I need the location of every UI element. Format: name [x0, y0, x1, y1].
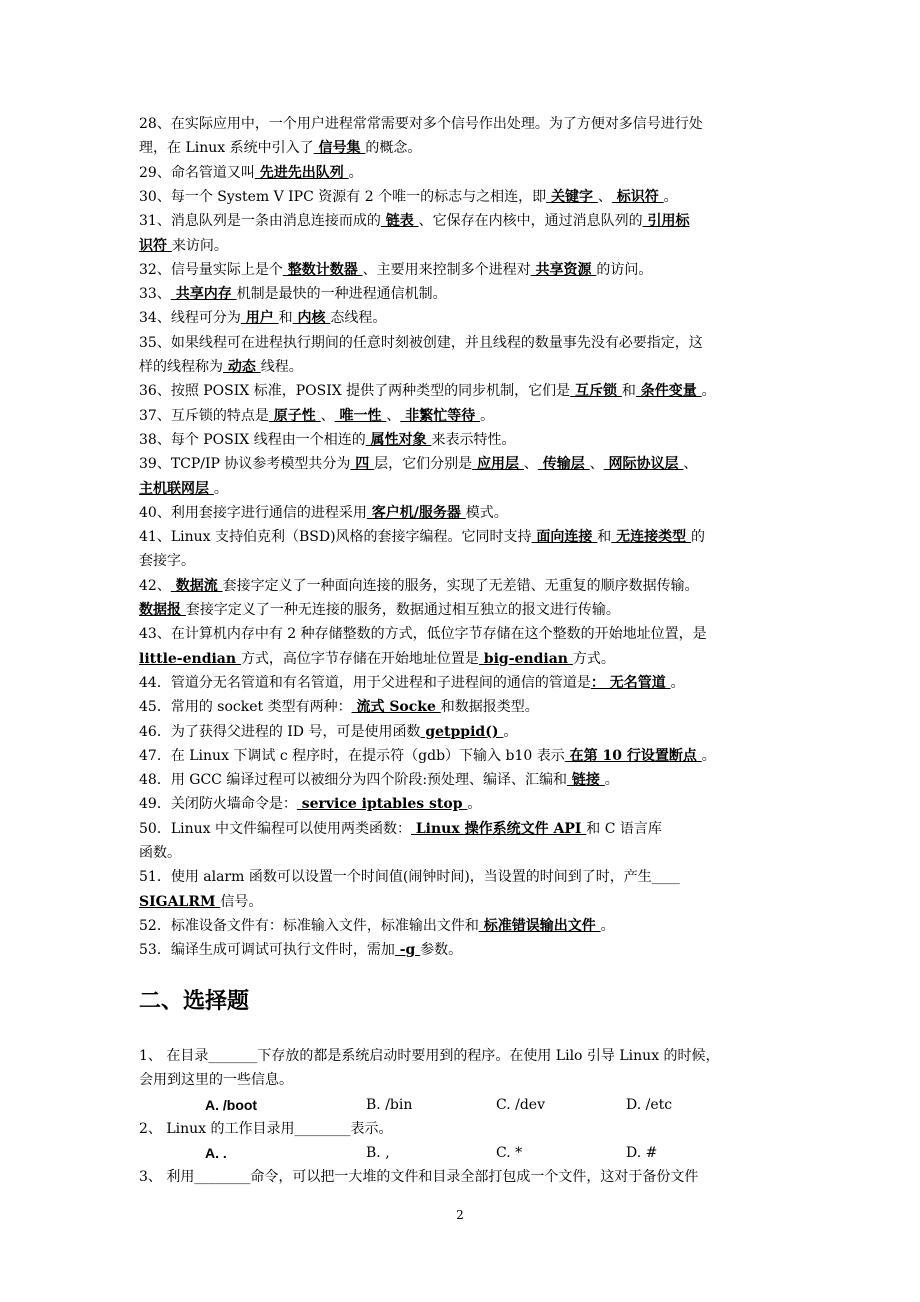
answer-blank: big-endian	[478, 650, 573, 667]
text-segment: 层，它们分别是	[374, 456, 473, 473]
answer-blank: 无连接类型	[611, 529, 692, 546]
answer-blank: ： 无名管道	[590, 674, 671, 691]
text-segment: 1、 在目录_______下存放的都是系统启动时要用到的程序。在使用 Lilo 引导 Linux 的时候，	[139, 1048, 720, 1064]
text-segment: 46．为了获得父进程的 ID 号，可是使用函数	[139, 723, 421, 740]
answer-blank: 面向连接	[531, 529, 598, 546]
text-line	[139, 671, 820, 695]
text-segment: 模式。	[465, 504, 508, 521]
text-segment: 。	[670, 674, 685, 691]
text-segment: 和 C 语言库	[586, 820, 662, 837]
answer-blank: service iptables stop	[296, 796, 468, 813]
text-segment: 。	[701, 383, 716, 400]
text-line	[139, 234, 820, 258]
text-segment: 32、信号量实际上是个	[139, 261, 283, 278]
text-segment: 和	[278, 310, 293, 327]
text-segment: 套接字定义了一种面向连接的服务，实现了无差错、无重复的顺序数据传输。	[222, 577, 699, 594]
text-segment: 态线程。	[330, 310, 387, 327]
answer-blank: -g	[394, 942, 421, 959]
text-line	[139, 404, 820, 428]
text-segment: 、主要用来控制多个进程对	[362, 261, 531, 278]
answer-blank: 主机联网层	[139, 480, 214, 497]
option-c: C. /dev	[496, 1097, 545, 1113]
text-segment: 和	[621, 383, 636, 400]
text-line	[139, 258, 820, 282]
answer-blank: SIGALRM	[139, 893, 221, 910]
text-line	[139, 1165, 820, 1189]
text-line	[139, 1117, 820, 1141]
answer-blank: 标识符	[611, 188, 664, 205]
answer-blank: 数据报	[139, 602, 186, 618]
answer-blank: 应用层	[472, 456, 524, 473]
option-b: B. ,	[366, 1145, 390, 1161]
text-segment: 28、在实际应用中，一个用户进程常常需要对多个信号作出处理。为了方便对多信号进行处	[139, 116, 703, 132]
text-line	[139, 185, 820, 209]
text-segment: 信号。	[220, 893, 263, 910]
text-segment: 53．编译生成可调试可执行文件时，需加	[139, 942, 395, 959]
text-segment: 52．标准设备文件有：标准输入文件，标准输出文件和	[139, 917, 479, 934]
text-segment: 45．常用的 socket 类型有两种：	[139, 699, 352, 716]
text-segment: 。	[663, 188, 678, 205]
text-segment: 的访问。	[596, 261, 653, 278]
answer-blank: 动态	[223, 359, 261, 375]
text-segment: 。	[600, 917, 615, 934]
answer-blank: 链表	[380, 213, 419, 230]
option-c: C. *	[496, 1145, 523, 1161]
text-segment: 、	[683, 456, 698, 473]
text-line	[139, 477, 820, 501]
text-line	[139, 598, 820, 622]
text-segment: 方式，高位字节存储在开始地址位置是	[240, 650, 479, 667]
text-segment: 、	[523, 456, 538, 473]
answer-blank: 网际协议层	[603, 456, 684, 473]
answer-blank: 用户	[240, 310, 279, 327]
text-segment: 理，在 Linux 系统中引入了	[139, 140, 314, 157]
text-segment: 套接字。	[139, 553, 195, 570]
text-segment: 的概念。	[365, 140, 422, 157]
text-segment: 来表示特性。	[431, 431, 516, 448]
text-line	[139, 744, 820, 768]
text-segment: 31、消息队列是一条由消息连接而成的	[139, 213, 381, 230]
answer-blank: 关键字	[546, 188, 598, 205]
page-number: 2	[456, 1208, 464, 1222]
answer-blank: 内核	[292, 310, 331, 327]
text-segment: 机制是最快的一种进程通信机制。	[236, 286, 447, 303]
text-line	[139, 306, 820, 330]
option-d: D. /etc	[626, 1097, 673, 1113]
text-segment: 51．使用 alarm 函数可以设置一个时间值(闹钟时间)，当设置的时间到了时，产生____	[139, 869, 680, 886]
text-line	[139, 161, 820, 185]
text-line	[139, 720, 820, 744]
text-line	[139, 768, 820, 792]
text-line	[139, 282, 820, 306]
answer-blank: 先进先出队列	[254, 164, 349, 181]
answer-blank: 非繁忙等待	[400, 407, 481, 424]
text-line	[139, 355, 820, 379]
text-segment: 、	[597, 188, 612, 205]
text-segment: 。	[604, 772, 619, 789]
text-segment: 套接字定义了一种无连接的服务，数据通过相互独立的报文进行传输。	[185, 602, 620, 618]
text-line	[139, 209, 820, 233]
text-segment: 39、TCP/IP 协议参考模型共分为	[139, 456, 351, 473]
text-segment: 29、命名管道又叫	[139, 164, 255, 181]
text-segment: 参数。	[420, 942, 463, 959]
text-segment: 。	[503, 723, 518, 740]
section-title: 二、选择题	[139, 989, 250, 1014]
text-segment: 来访问。	[171, 237, 228, 254]
text-segment: 41、Linux 支持伯克利（BSD)风格的套接字编程。它同时支持	[139, 529, 532, 546]
answer-blank: 互斥锁	[570, 383, 622, 400]
option-d: D. #	[626, 1145, 658, 1161]
text-segment: 和数据报类型。	[440, 699, 539, 716]
text-segment: 33、	[139, 286, 171, 303]
answer-blank: 识符	[139, 237, 172, 254]
answer-blank: 唯一性	[334, 407, 387, 424]
answer-blank: Linux 操作系统文件 API	[410, 820, 587, 837]
answer-blank: 链接	[567, 772, 605, 789]
text-segment: 47．在 Linux 下调试 c 程序时，在提示符（gdb）下输入 b10 表示	[139, 747, 565, 764]
option-a: A. /boot	[205, 1097, 258, 1113]
answer-blank: 客户机/服务器	[366, 504, 466, 521]
text-line	[139, 112, 820, 136]
text-segment: 48．用 GCC 编译过程可以被细分为四个阶段:预处理、编译、汇编和	[139, 772, 568, 789]
text-line	[139, 549, 820, 573]
text-segment: 线程。	[260, 359, 303, 375]
answer-blank: 原子性	[268, 407, 321, 424]
text-segment: 、它保存在内核中，通过消息队列的	[418, 213, 643, 230]
text-segment: 。	[348, 164, 363, 181]
answer-blank: 标准错误输出文件	[478, 917, 601, 934]
answer-blank: 数据流	[170, 577, 223, 594]
text-line	[139, 428, 820, 452]
text-segment: 2、 Linux 的工作目录用________表示。	[139, 1121, 393, 1137]
answer-blank: 共享内存	[170, 286, 237, 303]
text-line	[139, 525, 820, 549]
text-line	[139, 914, 820, 938]
text-segment: 40、利用套接字进行通信的进程采用	[139, 504, 367, 521]
option-a: A. .	[205, 1145, 227, 1161]
text-segment: 36、按照 POSIX 标准，POSIX 提供了两种类型的同步机制，它们是	[139, 383, 571, 400]
text-line	[139, 695, 820, 719]
answer-blank: 引用标	[642, 213, 690, 230]
text-segment: 3、 利用________命令，可以把一大堆的文件和目录全部打包成一个文件，这对于备份文件	[139, 1169, 699, 1185]
answer-blank: 传输层	[537, 456, 590, 473]
text-line	[139, 331, 820, 355]
answer-blank: 整数计数器	[282, 261, 363, 278]
text-line	[139, 792, 820, 816]
text-line	[139, 452, 820, 476]
text-segment: 和	[597, 529, 612, 546]
text-segment: 43、在计算机内存中有 2 种存储整数的方式，低位字节存储在这个整数的开始地址位置，是	[139, 626, 707, 643]
answer-blank: 信号集	[313, 140, 366, 157]
answer-blank: 条件变量	[635, 383, 702, 400]
option-b: B. /bin	[366, 1097, 413, 1113]
text-segment: 34、线程可分为	[139, 310, 241, 327]
text-segment: 会用到这里的一些信息。	[139, 1072, 293, 1088]
text-segment: 49．关闭防火墙命令是：	[139, 796, 297, 813]
text-segment: 方式。	[572, 650, 615, 667]
text-segment: 的	[691, 529, 706, 546]
text-line	[139, 622, 820, 646]
text-segment: 。	[480, 407, 495, 424]
answer-blank: 四	[350, 456, 375, 473]
text-line	[139, 136, 820, 160]
answer-blank: 共享资源	[530, 261, 597, 278]
answer-blank: 属性对象	[365, 431, 432, 448]
text-line	[139, 841, 820, 865]
text-segment: 。	[467, 796, 482, 813]
text-segment: 函数。	[139, 845, 181, 861]
text-line	[139, 647, 820, 671]
answer-blank: little-endian	[139, 650, 241, 667]
text-line	[139, 865, 820, 889]
text-line	[139, 501, 820, 525]
text-line	[139, 817, 820, 841]
text-line	[139, 1068, 820, 1092]
text-segment: 、	[320, 407, 335, 424]
text-segment: 30、每一个 System V IPC 资源有 2 个唯一的标志与之相连，即	[139, 188, 547, 205]
text-segment: 。	[213, 480, 228, 497]
answer-blank: 流式 Socke	[351, 699, 441, 716]
answer-blank: getppid()	[420, 723, 504, 740]
text-line	[139, 938, 820, 962]
text-line	[139, 1044, 820, 1068]
text-segment: 样的线程称为	[139, 359, 223, 375]
text-segment: 38、每个 POSIX 线程由一个相连的	[139, 431, 366, 448]
text-segment: 、	[386, 407, 401, 424]
text-segment: 50．Linux 中文件编程可以使用两类函数：	[139, 820, 411, 837]
text-segment: 。	[701, 747, 716, 764]
text-line	[139, 379, 820, 403]
text-segment: 35、如果线程可在进程执行期间的任意时刻被创建，并且线程的数量事先没有必要指定，这	[139, 334, 703, 351]
answer-blank: 在第 10 行设置断点	[564, 747, 702, 764]
text-segment: 、	[589, 456, 604, 473]
text-segment: 44．管道分无名管道和有名管道，用于父进程和子进程间的通信的管道是	[139, 674, 591, 691]
text-segment: 37、互斥锁的特点是	[139, 407, 269, 424]
text-segment: 42、	[139, 577, 171, 594]
text-line	[139, 890, 820, 914]
text-line	[139, 574, 820, 598]
